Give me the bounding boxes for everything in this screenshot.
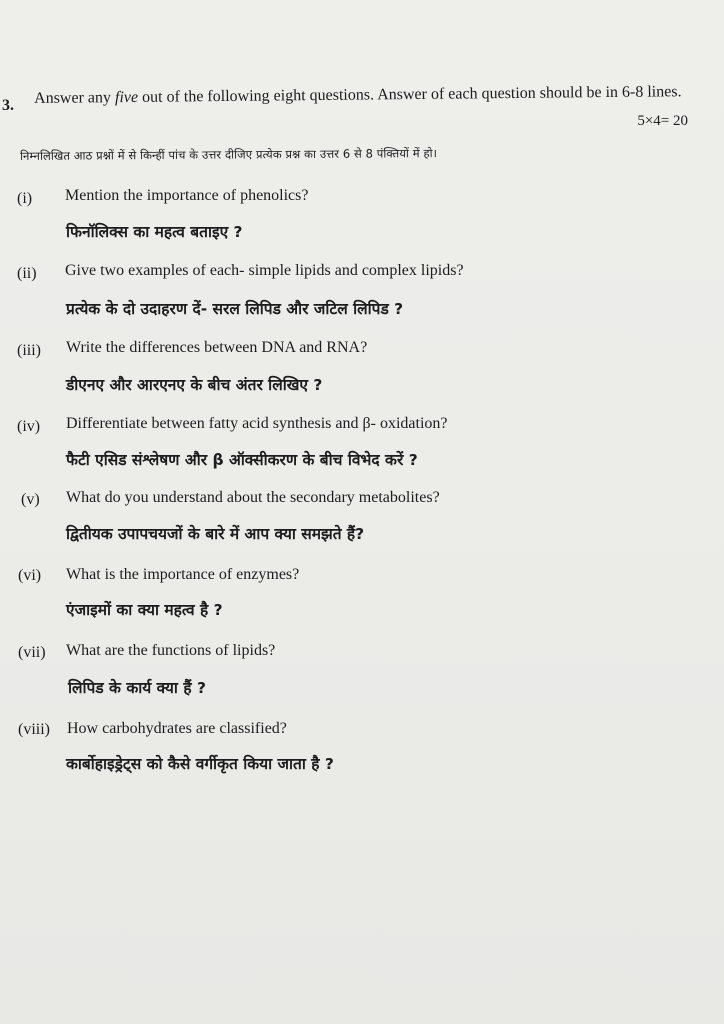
question-label: (v): [21, 491, 40, 508]
hindi-instruction: निम्नलिखित आठ प्रश्नों में से किन्हीं पांच के उत्तर दीजिए प्रत्येक प्रश्न का उत्तर 6 से 8 पंक्तियों में हो।: [20, 146, 438, 163]
question-hindi: कार्बोहाइड्रेट्स को कैसे वर्गीकृत किया जाता है ?: [66, 755, 334, 773]
question-english: What is the importance of enzymes?: [66, 566, 300, 583]
question-english: Differentiate between fatty acid synthesis and β- oxidation?: [66, 415, 448, 432]
question-hindi: फिनॉलिक्स का महत्व बताइए ?: [66, 223, 243, 241]
question-english: What do you understand about the secondary metabolites?: [66, 489, 440, 506]
question-english: Write the differences between DNA and RNA?: [66, 339, 368, 356]
question-label: (vi): [18, 567, 42, 584]
question-hindi: एंजाइमों का क्या महत्व है ?: [66, 601, 223, 619]
question-label: (vii): [18, 644, 46, 661]
marks-allocation: 5×4= 20: [637, 113, 688, 129]
instruction-text-post: out of the following eight questions. Answer of each question should be in 6-8 lines.: [137, 83, 682, 106]
question-english: How carbohydrates are classified?: [67, 720, 287, 737]
question-label: (ii): [17, 265, 37, 282]
question-label: (iii): [17, 342, 41, 359]
question-hindi: लिपिड के कार्य क्या हैं ?: [68, 679, 206, 697]
question-number: 3.: [2, 97, 14, 114]
question-label: (i): [17, 190, 33, 207]
question-english: Give two examples of each- simple lipids and complex lipids?: [65, 262, 464, 279]
question-english: What are the functions of lipids?: [66, 642, 276, 659]
instruction-text-pre: Answer any: [34, 89, 116, 107]
question-label: (viii): [18, 721, 50, 738]
instruction-emphasis: five: [114, 88, 139, 107]
question-english: Mention the importance of phenolics?: [65, 187, 309, 204]
question-hindi: डीएनए और आरएनए के बीच अंतर लिखिए ?: [66, 376, 323, 394]
question-hindi: प्रत्येक के दो उदाहरण दें- सरल लिपिड और जटिल लिपिड ?: [66, 300, 404, 318]
question-label: (iv): [17, 418, 41, 435]
question-hindi: द्वितीयक उपापचयजों के बारे में आप क्या समझते हैं?: [66, 525, 365, 543]
question-hindi: फैटी एसिड संश्लेषण और β ऑक्सीकरण के बीच विभेद करें ?: [66, 451, 418, 469]
